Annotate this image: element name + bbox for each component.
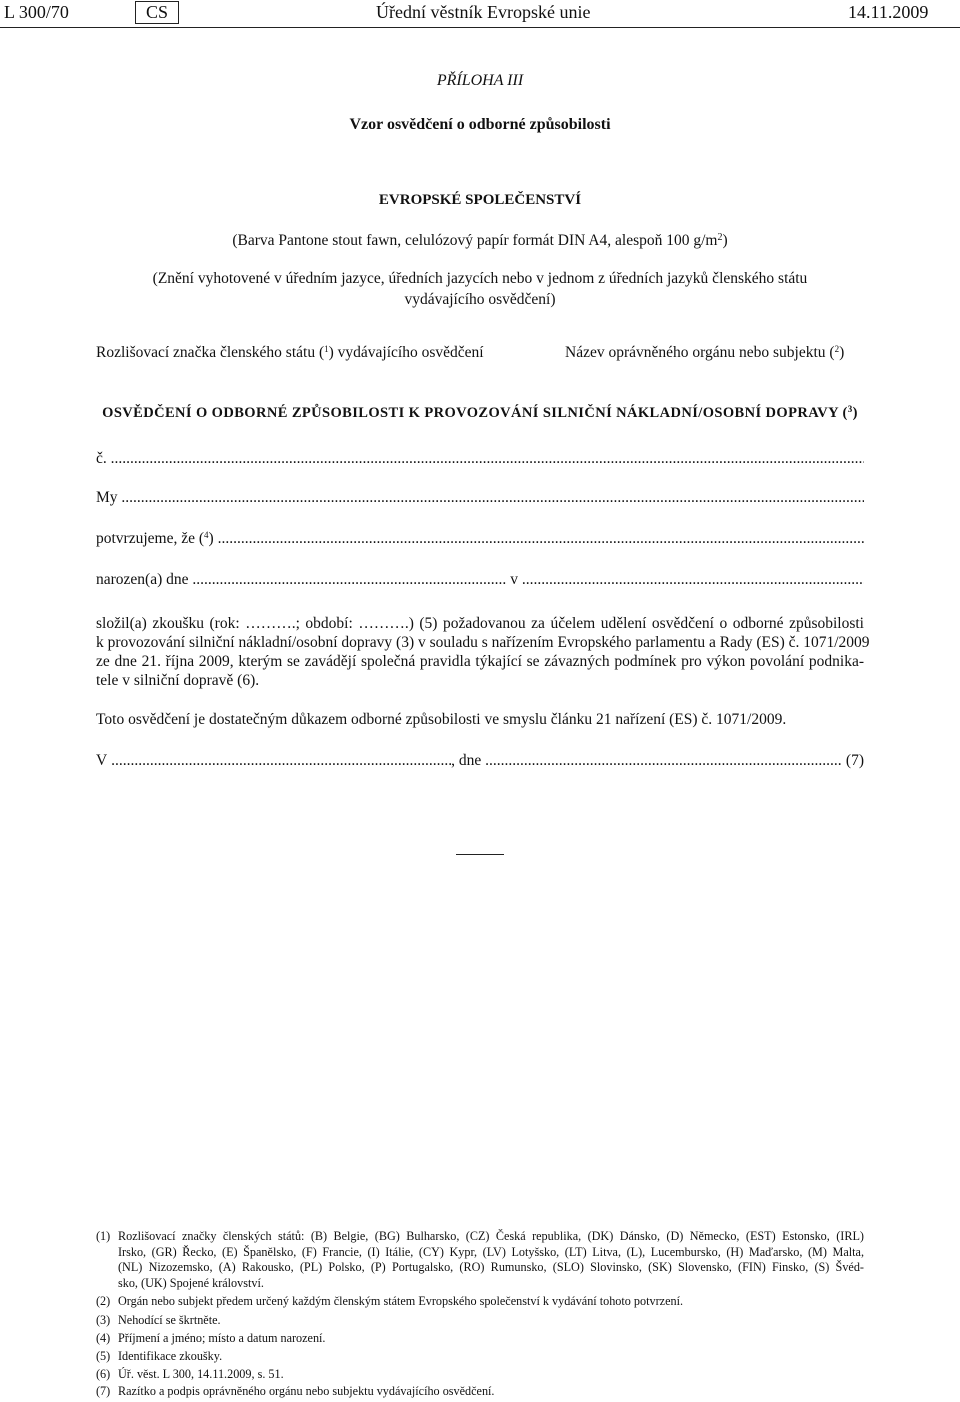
certificate-number-field [96,450,864,468]
footnote-3 [96,1313,864,1329]
place-date-field [96,752,864,770]
we-label: My [96,489,118,506]
footnote-2 [96,1294,864,1310]
exam-line-4: tele v silniční dopravě (6). [96,672,260,689]
exam-line-1: složil(a) zkoušku (rok: ……….; období: ……….) (5) požadovanou za účelem udělení osvědčení o odborné způsobilosti [96,615,864,632]
date-label: , dne [451,752,482,769]
holder-field [96,530,864,548]
birth-date-blank [192,571,506,589]
exam-line-3: ze dne 21. října 2009, kterým se zavádějí společná pravidla týkající se závazných podmínek pro výkon povolání podnika- [96,653,864,670]
footnote-6-text: Úř. věst. L 300, 14.11.2009, s. 51. [118,1367,284,1381]
place-label: V [96,752,108,769]
footnote-1-number: (1) [96,1229,111,1243]
footnote-7-number: (7) [96,1384,111,1398]
footnote-5 [96,1349,864,1365]
exam-paragraph [96,614,870,690]
footnote-6-number: (6) [96,1367,111,1381]
footnote-1-line-2: Irsko, (GR) Řecko, (E) Španělsko, (F) Francie, (I) Itálie, (CY) Kypr, (LV) Lotyšsko, (LT) Litva, (L), Lucembursko, (H) Maďarsko, (M) Malta, [118,1244,864,1259]
footnote-1-line-4: sko, (UK) Spojené království. [118,1275,264,1290]
footnote-7 [96,1384,864,1400]
member-state-mark-label: Rozlišovací značka členského státu ($^1$) vydávajícího osvědčení [96,344,484,361]
footnote-3-text: Nehodící se škrtněte. [118,1313,221,1327]
annex-label: PŘÍLOHA III [436,72,524,89]
footnote-1-line-1: Rozlišovací značky členských států: (B) Belgie, (BG) Bulharsko, (CZ) Česká republika, (DK) Dánsko, (D) Německo, (EST) Estonsko, (IRL) [118,1229,864,1243]
footnote-3-number: (3) [96,1313,111,1327]
birth-field [96,571,864,589]
born-label: narozen(a) dne [96,571,189,588]
footnote-5-text: Identifikace zkoušky. [118,1349,223,1363]
footnote-2-text: Orgán nebo subjekt předem určený každým členským státem Evropského společenství k vydávání tohoto potvrzení. [118,1294,683,1308]
issuer-field [96,489,864,507]
holder-blank [218,530,864,548]
page-reference: L 300/70 [4,2,69,22]
evidence-paragraph: Toto osvědčení je dostatečným důkazem odborné způsobilosti ve smyslu článku 21 nařízení (ES) č. 1071/2009. [96,711,787,728]
number-label: č. [96,450,107,467]
annex-title: Vzor osvědčení o odborné způsobilosti [349,116,611,133]
issuer-blank [121,489,864,507]
paper-note: (Barva Pantone stout fawn, celulózový papír formát DIN A4, alespoň 100 $g/m^2$) [232,232,728,249]
authority-name-label: Název oprávněného orgánu nebo subjektu ($^2$) [565,344,845,361]
birth-place-blank [522,571,864,589]
footnote-4 [96,1331,864,1347]
exam-line-2: k provozování silniční nákladní/osobní dopravy (3) v souladu s nařízením Evropského parlamentu a Rady (ES) č. 1071/2009 [96,634,870,651]
header-rule [0,27,960,28]
language-code-box: CS [135,1,179,24]
confirm-label: potvrzujeme, že ($^4$) [96,530,214,547]
number-blank [111,450,864,468]
footnote-2-number: (2) [96,1294,111,1308]
language-note-line1: (Znění vyhotovené v úředním jazyce, úředních jazycích nebo v jednom z úředních jazyků členského státu [152,270,808,287]
stamp-ref: (7) [845,752,864,769]
born-in-label: v [510,571,519,588]
footnote-separator [456,854,504,855]
publication-date: 14.11.2009 [848,2,929,22]
footnote-5-number: (5) [96,1349,111,1363]
language-note-line2: vydávajícího osvědčení) [404,291,556,308]
page-header [0,0,960,27]
footnote-6 [96,1367,864,1383]
footnote-4-number: (4) [96,1331,111,1345]
community-heading: EVROPSKÉ SPOLEČENSTVÍ [378,192,582,208]
footnote-1 [96,1229,864,1291]
footnote-4-text: Příjmení a jméno; místo a datum narození. [118,1331,326,1345]
footnote-1-line-3: (NL) Nizozemsko, (A) Rakousko, (PL) Polsko, (P) Portugalsko, (RO) Rumunsko, (SLO) Slovinsko, (SK) Slovensko, (FIN) Finsko, (S) Švéd- [118,1260,864,1275]
date-blank [485,752,842,770]
place-blank [111,752,451,770]
journal-title: Úřední věstník Evropské unie [376,2,591,22]
footnote-7-text: Razítko a podpis oprávněného orgánu nebo subjektu vydávajícího osvědčení. [118,1384,495,1398]
certificate-title: OSVĚDČENÍ O ODBORNÉ ZPŮSOBILOSTI K PROVOZOVÁNÍ SILNIČNÍ NÁKLADNÍ/OSOBNÍ DOPRAVY ($^3$) [102,404,858,421]
